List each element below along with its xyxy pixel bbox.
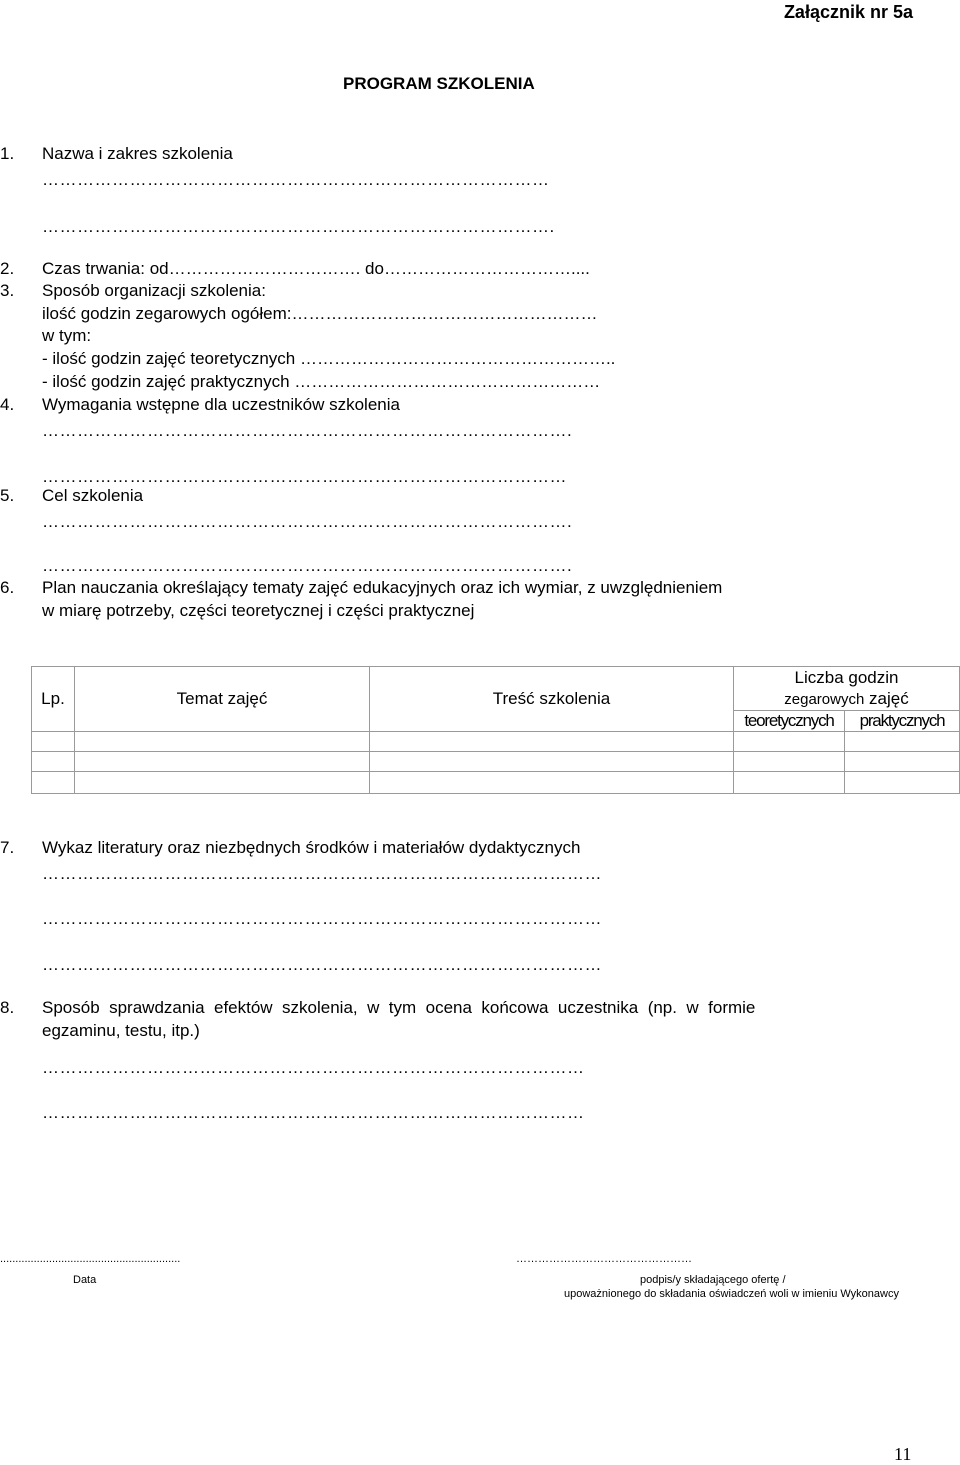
- section-4-number: 4.: [0, 395, 15, 414]
- section-3-line-1: ilość godzin zegarowych ogółem:………………………………………………: [42, 304, 598, 323]
- section-3-label: Sposób organizacji szkolenia:: [42, 281, 266, 300]
- section-5-dots-1: ……………………………………………………………………………….: [42, 512, 573, 531]
- table-row: [32, 752, 960, 772]
- section-1-dots-2: …………………………………………………………………………….: [42, 217, 555, 236]
- section-4-label: Wymagania wstępne dla uczestników szkolenia: [42, 395, 400, 414]
- section-8-dots-2: …………………………………………………………………………………: [42, 1103, 585, 1122]
- date-label: Data: [73, 1274, 97, 1286]
- header-temat: Temat zajęć: [75, 667, 370, 732]
- section-7-dots-2: ……………………………………………………………………………………: [42, 909, 602, 928]
- section-8-dots-1: …………………………………………………………………………………: [42, 1058, 585, 1077]
- section-6-line-1: Plan nauczania określający tematy zajęć edukacyjnych oraz ich wymiar, z uwzględnieniem: [42, 578, 723, 597]
- section-2-text: Czas trwania: od……………………………. do……………………………....: [42, 259, 590, 278]
- section-8-line-1: Sposób sprawdzania efektów szkolenia, w tym ocena końcowa uczestnika (np. w formie: [42, 998, 756, 1017]
- header-praktycznych: praktycznych: [845, 711, 960, 732]
- curriculum-table: [31, 666, 960, 794]
- section-7-dots-3: ……………………………………………………………………………………: [42, 955, 602, 974]
- signature-label-1: podpis/y składającego ofertę /: [640, 1274, 786, 1286]
- section-3-line-3: - ilość godzin zajęć teoretycznych ………………………………………………..: [42, 349, 616, 368]
- section-4-dots-2: ………………………………………………………………………………: [42, 467, 567, 486]
- header-zegarowych-label: zegarowych: [784, 691, 865, 708]
- section-3-line-4: - ilość godzin zajęć praktycznych ………………………………………………: [42, 372, 601, 391]
- page-number: 11: [894, 1444, 912, 1464]
- section-1-dots-1: ……………………………………………………………………………: [42, 170, 550, 189]
- table-row: [32, 772, 960, 794]
- section-1-label: Nazwa i zakres szkolenia: [42, 144, 233, 163]
- section-7-label: Wykaz literatury oraz niezbędnych środków i materiałów dydaktycznych: [42, 838, 581, 857]
- section-1-number: 1.: [0, 144, 15, 163]
- section-3-number: 3.: [0, 281, 15, 300]
- section-5-label: Cel szkolenia: [42, 486, 144, 505]
- section-7-number: 7.: [0, 838, 15, 857]
- section-5-dots-2: ……………………………………………………………………………….: [42, 556, 573, 575]
- section-4-dots-1: ……………………………………………………………………………….: [42, 421, 573, 440]
- header-liczba-godzin: [734, 667, 960, 711]
- header-lp: Lp.: [32, 667, 75, 732]
- section-8-line-2: egzaminu, testu, itp.): [42, 1021, 200, 1040]
- section-2-number: 2.: [0, 259, 15, 278]
- header-tresc: Treść szkolenia: [370, 667, 734, 732]
- section-5-number: 5.: [0, 486, 15, 505]
- header-teoretycznych: teoretycznych: [734, 711, 845, 732]
- header-zajec-label: zajęć: [869, 689, 909, 708]
- date-dots: ...........................................................: [0, 1253, 181, 1265]
- section-8-number: 8.: [0, 998, 15, 1017]
- document-title: PROGRAM SZKOLENIA: [343, 74, 535, 93]
- section-6-number: 6.: [0, 578, 15, 597]
- signature-dots: …………………………………………: [516, 1253, 692, 1265]
- attachment-label: Załącznik nr 5a: [783, 2, 913, 22]
- section-6-line-2: w miarę potrzeby, części teoretycznej i części praktycznej: [42, 601, 475, 620]
- signature-label-2: upoważnionego do składania oświadczeń woli w imieniu Wykonawcy: [564, 1288, 899, 1300]
- section-7-dots-1: ……………………………………………………………………………………: [42, 864, 602, 883]
- section-3-line-2: w tym:: [42, 326, 92, 345]
- header-liczba-label: Liczba godzin: [794, 668, 899, 687]
- table-row: [32, 732, 960, 752]
